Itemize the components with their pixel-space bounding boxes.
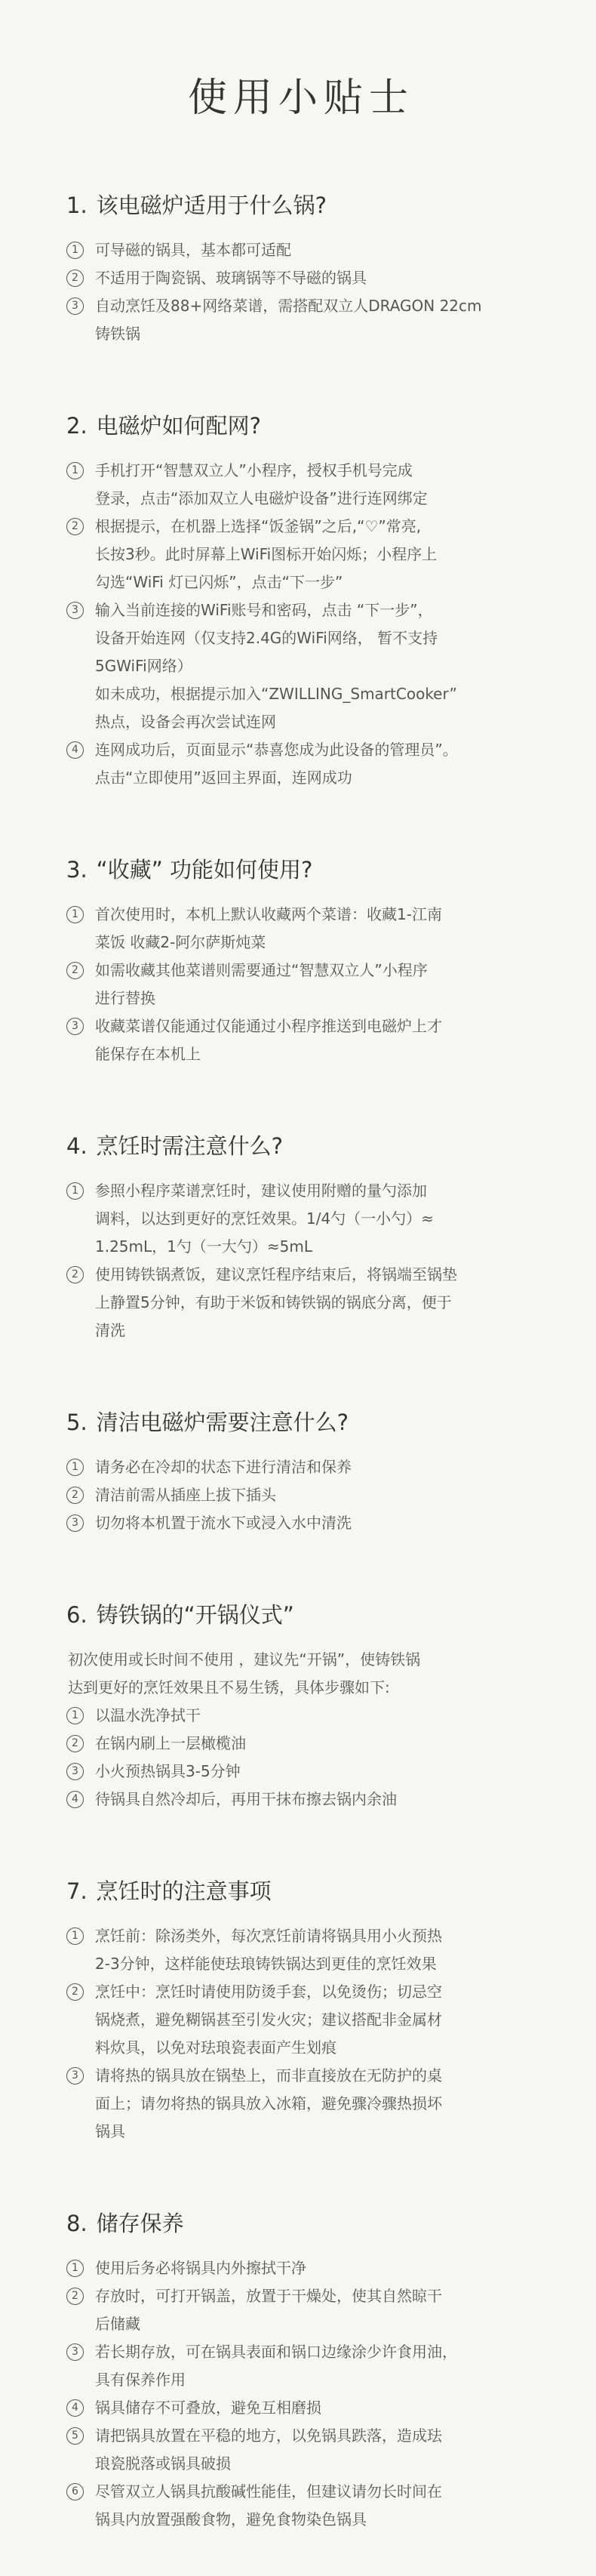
section-intro: 初次使用或长时间不使用 ，建议先“开锅”，使铸铁锅 达到更好的烹饪效果且不易生锈，具体步骤如下:: [68, 1650, 421, 1696]
tip-section: [66, 1599, 536, 1813]
list-item: [66, 2478, 536, 2534]
list-item-text: 请把锅具放置在平稳的地方，以免锅具跌落，造成珐 琅瓷脱落或锅具破损: [95, 2427, 442, 2473]
list-item-text: 使用后务必将锅具内外擦拭干净: [95, 2259, 306, 2277]
tip-section: [66, 2208, 536, 2534]
list-item-text: 切勿将本机置于流水下或浸入水中清洗: [95, 1514, 352, 1532]
circled-number-icon: 2: [66, 1487, 84, 1504]
circled-number-icon: 3: [66, 1018, 84, 1035]
circled-number-icon: 4: [66, 741, 84, 759]
list-item: [66, 901, 536, 957]
page-title: 使用小贴士: [187, 75, 414, 121]
tip-list: [66, 457, 536, 792]
list-item-text: 待锅具自然冷却后，再用干抹布擦去锅内余油: [95, 1790, 397, 1808]
circled-number-icon: 3: [66, 297, 84, 315]
circled-number-icon: 3: [66, 1763, 84, 1780]
list-item-text: 小火预热锅具3-5分钟: [95, 1762, 241, 1780]
section-number: 6.: [66, 1602, 88, 1628]
list-item-text: 参照小程序菜谱烹饪时，建议使用附赠的量勺添加 调料，以达到更好的烹饪效果。1/4勺（一小勺）≈ 1.25mL，1勺（一大勺）≈5mL: [95, 1182, 434, 1256]
list-item: [66, 2062, 536, 2146]
section-number: 2.: [66, 413, 88, 439]
tip-list: [66, 1922, 536, 2146]
list-item-text: 如需收藏其他菜谱则需要通过“智慧双立人”小程序 进行替换: [95, 961, 428, 1007]
section-heading: 清洁电磁炉需要注意什么?: [96, 1410, 349, 1435]
tip-section: [66, 1407, 536, 1537]
list-item: [66, 1702, 536, 1730]
circled-number-icon: 2: [66, 962, 84, 979]
list-item-text: 不适用于陶瓷锅、玻璃锅等不导磁的锅具: [95, 269, 367, 287]
sections-container: [66, 190, 536, 2534]
list-item: [66, 1481, 536, 1509]
section-heading: 电磁炉如何配网?: [96, 413, 262, 439]
list-item-text: 存放时，可打开锅盖，放置于干燥处，使其自然晾干 后储藏: [95, 2287, 442, 2333]
list-item-text: 连网成功后，页面显示“恭喜您成为此设备的管理员”。 点击“立即使用”返回主界面，连网成功: [95, 741, 458, 787]
tip-list: [66, 236, 536, 348]
circled-number-icon: 1: [66, 1459, 84, 1476]
section-heading: 烹饪时的注意事项: [96, 1878, 272, 1904]
section-number: 8.: [66, 2211, 88, 2236]
list-item-text: 请将热的锅具放在锅垫上，而非直接放在无防护的桌 面上；请勿将热的锅具放入冰箱，避免骤冷骤热损坏 锅具: [95, 2066, 442, 2140]
list-item-text: 烹饪中：烹饪时请使用防烫手套，以免烫伤；切忌空 锅烧煮，避免糊锅甚至引发火灾；建议搭配非金属材 料炊具，以免对珐琅瓷表面产生划痕: [95, 1983, 442, 2057]
list-item-text: 若长期存放，可在锅具表面和锅口边缘涂少许食用油， 具有保养作用: [95, 2343, 457, 2389]
section-heading: 该电磁炉适用于什么锅?: [96, 193, 327, 218]
list-item-text: 可导磁的锅具，基本都可适配: [95, 241, 291, 259]
section-number: 1.: [66, 193, 88, 218]
list-item: [66, 1509, 536, 1537]
circled-number-icon: 2: [66, 1266, 84, 1283]
list-item: [66, 1453, 536, 1481]
list-item: [66, 1261, 536, 1345]
tip-section: [66, 190, 536, 348]
tip-list: [66, 1453, 536, 1537]
tip-list: [66, 2254, 536, 2534]
circled-number-icon: 5: [66, 2427, 84, 2445]
circled-number-icon: 3: [66, 2343, 84, 2361]
list-item-text: 以温水洗净拭干: [95, 1706, 201, 1724]
section-heading: 储存保养: [96, 2211, 184, 2236]
list-item: [66, 2422, 536, 2478]
section-title: [66, 1875, 536, 1907]
section-number: 5.: [66, 1410, 88, 1435]
tip-section: [66, 410, 536, 792]
circled-number-icon: 2: [66, 1983, 84, 2001]
section-heading: “收藏” 功能如何使用?: [96, 857, 313, 883]
circled-number-icon: 2: [66, 1735, 84, 1752]
list-item: [66, 513, 536, 596]
circled-number-icon: 1: [66, 242, 84, 259]
circled-number-icon: 3: [66, 2067, 84, 2085]
circled-number-icon: 2: [66, 270, 84, 287]
section-title: [66, 854, 536, 886]
list-item: [66, 2282, 536, 2338]
list-item: [66, 457, 536, 513]
list-item: [66, 264, 536, 292]
list-item: [66, 1177, 536, 1261]
list-item: [66, 1922, 536, 1978]
list-item-text: 请务必在冷却的状态下进行清洁和保养: [95, 1458, 352, 1476]
list-item-text: 尽管双立人锅具抗酸碱性能佳，但建议请勿长时间在 锅具内放置强酸食物，避免食物染色锅具: [95, 2482, 442, 2528]
tip-list: [66, 901, 536, 1068]
list-item-text: 使用铸铁锅煮饭，建议烹饪程序结束后，将锅端至锅垫 上静置5分钟，有助于米饭和铸铁锅的锅底分离，便于 清洗: [95, 1265, 457, 1339]
section-title: [66, 190, 536, 221]
circled-number-icon: 6: [66, 2483, 84, 2501]
section-title: [66, 2208, 536, 2239]
circled-number-icon: 4: [66, 1791, 84, 1808]
section-title: [66, 1599, 536, 1631]
list-item: [66, 1730, 536, 1758]
circled-number-icon: 2: [66, 518, 84, 535]
list-item-text: 清洁前需从插座上拔下插头: [95, 1486, 276, 1504]
list-item-text: 输入当前连接的WiFi账号和密码，点击 “下一步”， 设备开始连网（仅支持2.4G的WiFi网络， 暂不支持 5GWiFi网络） 如未成功，根据提示加入“ZWILLING_SmartCooker” 热点，设备会再次尝试连网: [95, 601, 457, 731]
list-item-text: 收藏菜谱仅能通过仅能通过小程序推送到电磁炉上才 能保存在本机上: [95, 1017, 442, 1063]
section-title: [66, 1130, 536, 1162]
circled-number-icon: 4: [66, 2399, 84, 2417]
section-number: 7.: [66, 1878, 88, 1904]
section-number: 4.: [66, 1133, 88, 1159]
list-item: [66, 2254, 536, 2282]
list-item: [66, 2394, 536, 2422]
section-heading: 烹饪时需注意什么?: [96, 1133, 284, 1159]
circled-number-icon: 1: [66, 1707, 84, 1724]
tip-section: [66, 1875, 536, 2146]
list-item: [66, 1012, 536, 1068]
list-item-text: 根据提示，在机器上选择“饭釜锅”之后,“♡”常亮, 长按3秒。此时屏幕上WiFi图标开始闪烁；小程序上 勾选“WiFi 灯已闪烁”，点击“下一步”: [95, 517, 438, 591]
circled-number-icon: 1: [66, 906, 84, 923]
list-item: [66, 236, 536, 264]
list-item: [66, 957, 536, 1012]
tip-list: [66, 1702, 536, 1813]
list-item-text: 锅具储存不可叠放，避免互相磨损: [95, 2399, 321, 2417]
circled-number-icon: 1: [66, 462, 84, 479]
circled-number-icon: 2: [66, 2288, 84, 2305]
list-item-text: 自动烹饪及88+网络菜谱，需搭配双立人DRAGON 22cm 铸铁锅: [95, 297, 482, 343]
section-number: 3.: [66, 857, 88, 883]
list-item-text: 在锅内刷上一层橄榄油: [95, 1734, 246, 1752]
section-heading: 铸铁锅的“开锅仪式”: [96, 1602, 294, 1628]
tip-section: [66, 1130, 536, 1345]
list-item: [66, 736, 536, 792]
list-item-text: 首次使用时，本机上默认收藏两个菜谱：收藏1-江南 菜饭 收藏2-阿尔萨斯炖菜: [95, 905, 442, 951]
tip-list: [66, 1177, 536, 1345]
list-item: [66, 292, 536, 348]
list-item: [66, 1978, 536, 2062]
circled-number-icon: 1: [66, 1182, 84, 1200]
circled-number-icon: 1: [66, 2260, 84, 2277]
list-item: [66, 1786, 536, 1813]
circled-number-icon: 3: [66, 602, 84, 619]
tip-section: [66, 854, 536, 1068]
circled-number-icon: 1: [66, 1927, 84, 1945]
list-item-text: 手机打开“智慧双立人”小程序，授权手机号完成 登录，点击“添加双立人电磁炉设备”进行连网绑定: [95, 461, 428, 507]
list-item: [66, 1758, 536, 1786]
section-title: [66, 410, 536, 442]
circled-number-icon: 3: [66, 1514, 84, 1532]
list-item: [66, 2338, 536, 2394]
list-item: [66, 596, 536, 736]
section-title: [66, 1407, 536, 1438]
list-item-text: 烹饪前：除汤类外，每次烹饪前请将锅具用小火预热 2-3分钟，这样能使珐琅铸铁锅达到更佳的烹饪效果: [95, 1927, 442, 1973]
